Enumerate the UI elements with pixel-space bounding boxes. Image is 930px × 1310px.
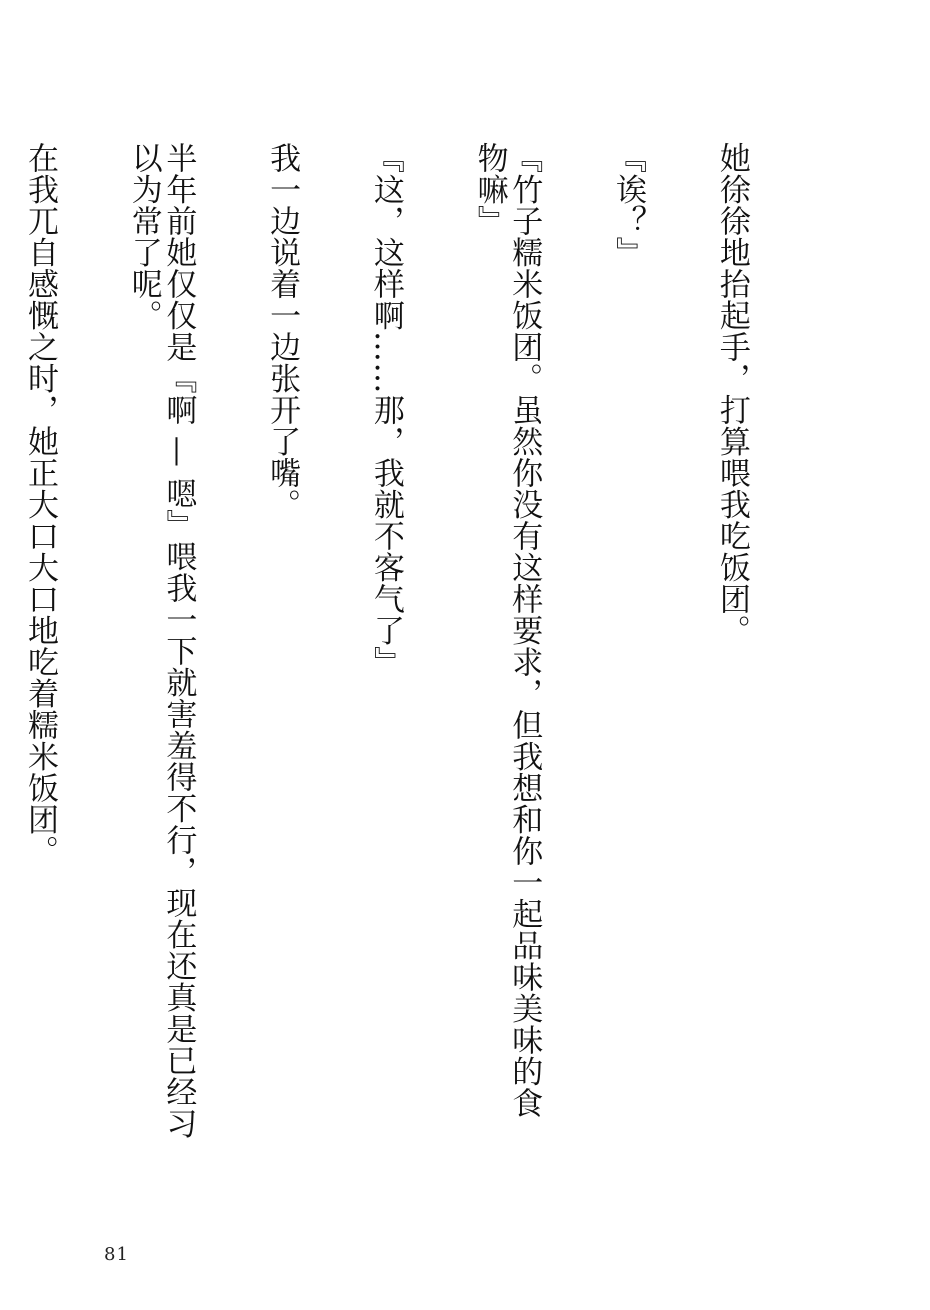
text-line: 『诶？』 [610,142,647,268]
page-number: 81 [104,1244,129,1265]
text-line: 半年前她仅仅是『啊 — 嗯』喂我一下就害羞得不行，现在还真是已经习以为常了呢。 [125,142,197,1140]
text-line: 我一边说着一边张开了嘴。 [264,142,301,520]
text-line: 在我兀自感慨之时，她正大口大口地吃着糯米饭团。 [21,142,58,867]
text-line: 『竹子糯米饭团。虽然你没有这样要求，但我想和你一起品味美味的食物嘛』 [471,142,543,1119]
text-line: 她徐徐地抬起手，打算喂我吃饭团。 [713,142,750,646]
text-line: 『这，这样啊……那，我就不客气了』 [367,142,404,678]
vertical-text-body [0,142,818,1142]
